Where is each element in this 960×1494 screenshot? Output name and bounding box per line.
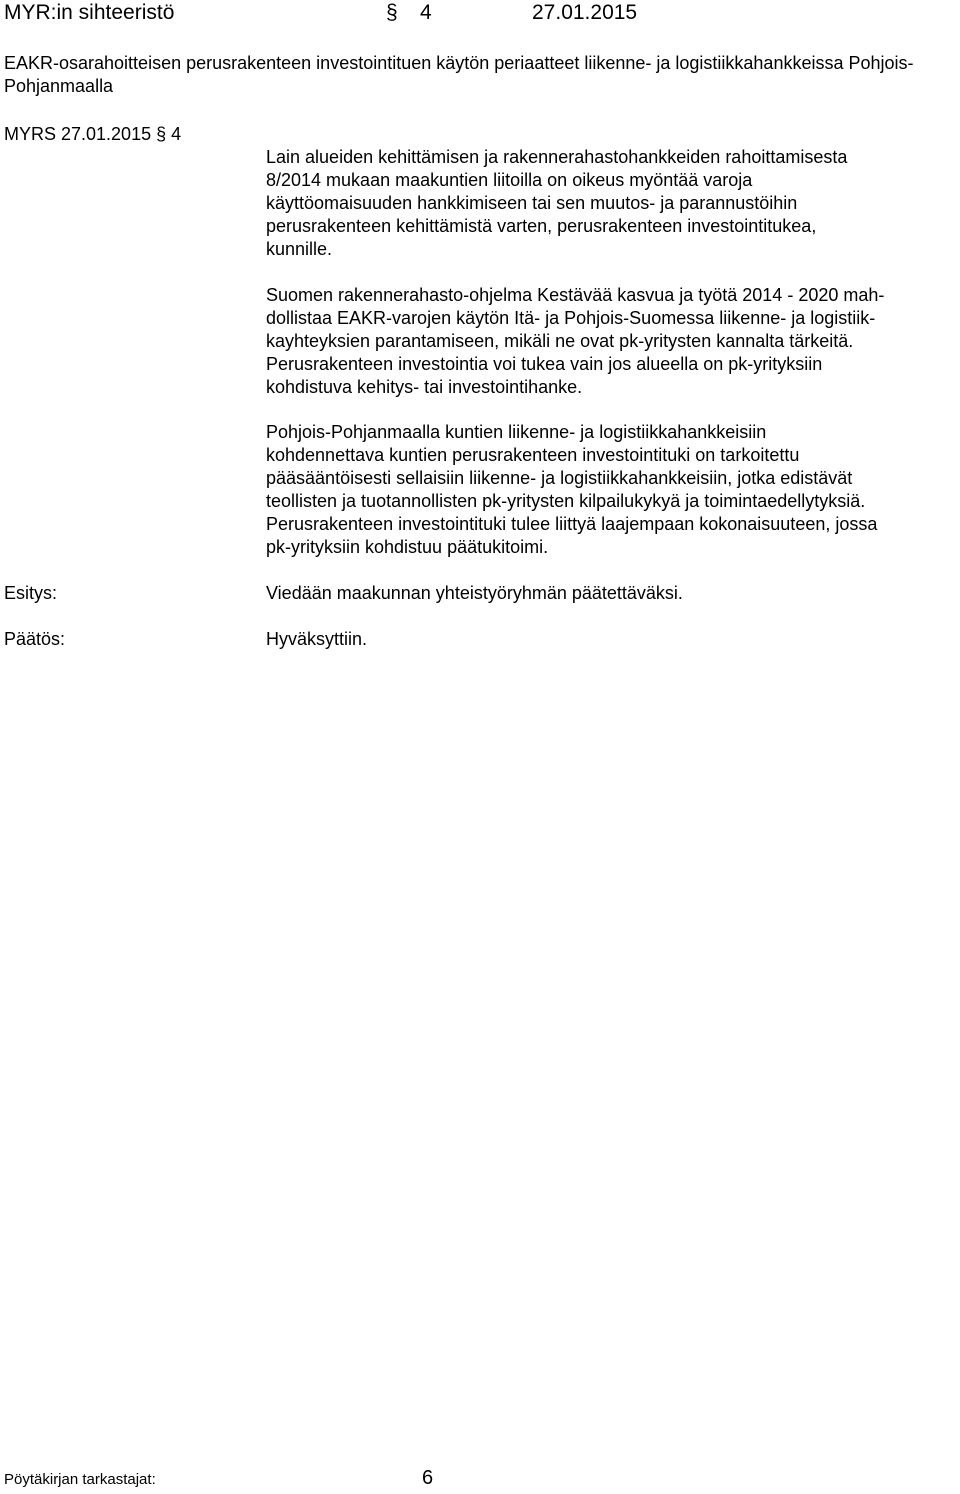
- proposal-text: Viedään maakunnan yhteistyöryhmän päätettäväksi.: [266, 583, 683, 603]
- section-number: 4: [420, 1, 432, 24]
- paragraph-line: dollistaa EAKR-varojen käytön Itä- ja Pohjois-Suomessa liikenne- ja logistiik-: [266, 308, 876, 328]
- paragraph-line: Suomen rakennerahasto-ohjelma Kestävää kasvua ja työtä 2014 - 2020 mah-: [266, 285, 885, 305]
- committee-name: MYR:in sihteeristö: [4, 1, 175, 24]
- paragraph-line: Perusrakenteen investointituki tulee liittyä laajempaan kokonaisuuteen, jossa: [266, 514, 878, 534]
- paragraph-legal-basis: [266, 146, 956, 261]
- section-sign: §: [386, 1, 398, 24]
- paragraph-line: pk-yrityksiin kohdistuu päätukitoimi.: [266, 537, 549, 557]
- page-number: 6: [422, 1467, 434, 1489]
- paragraph-line: Pohjois-Pohjanmaalla kuntien liikenne- ja logistiikkahankkeisiin: [266, 422, 767, 442]
- paragraph-line: käyttöomaisuuden hankkimiseen tai sen muutos- ja parannustöihin: [266, 193, 798, 213]
- paragraph-line: kunnille.: [266, 239, 333, 259]
- paragraph-line: perusrakenteen kehittämistä varten, perusrakenteen investointitukea,: [266, 216, 817, 236]
- decision-label: Päätös:: [4, 629, 66, 649]
- paragraph-line: Perusrakenteen investointia voi tukea vain jos alueella on pk-yrityksiin: [266, 354, 823, 374]
- paragraph-line: 8/2014 mukaan maakuntien liitoilla on oikeus myöntää varoja: [266, 170, 753, 190]
- document-title: EAKR-osarahoitteisen perusrakenteen investointituen käytön periaatteet liikenne- ja logistiikkahankkeissa Pohjois-Pohjanmaalla: [4, 53, 914, 96]
- proposal-label: Esitys:: [4, 583, 58, 603]
- paragraph-regional-focus: [266, 421, 956, 559]
- meeting-date: 27.01.2015: [532, 1, 638, 24]
- paragraph-line: teollisten ja tuotannollisten pk-yritysten kilpailukykyä ja toimintaedellytyksiä.: [266, 491, 866, 511]
- footer-reviewers-label: Pöytäkirjan tarkastajat:: [4, 1471, 156, 1488]
- paragraph-line: kayhteyksien parantamiseen, mikäli ne ovat pk-yritysten kannalta tärkeitä.: [266, 331, 854, 351]
- meeting-reference: MYRS 27.01.2015 § 4: [4, 124, 182, 144]
- paragraph-line: kohdennettava kuntien perusrakenteen investointituki on tarkoitettu: [266, 445, 800, 465]
- paragraph-line: pääsääntöisesti sellaisiin liikenne- ja logistiikkahankkeisiin, jotka edistävät: [266, 468, 853, 488]
- paragraph-programme: [266, 284, 956, 399]
- decision-text: Hyväksyttiin.: [266, 629, 368, 649]
- paragraph-line: kohdistuva kehitys- tai investointihanke.: [266, 377, 583, 397]
- paragraph-line: Lain alueiden kehittämisen ja rakennerahastohankkeiden rahoittamisesta: [266, 147, 848, 167]
